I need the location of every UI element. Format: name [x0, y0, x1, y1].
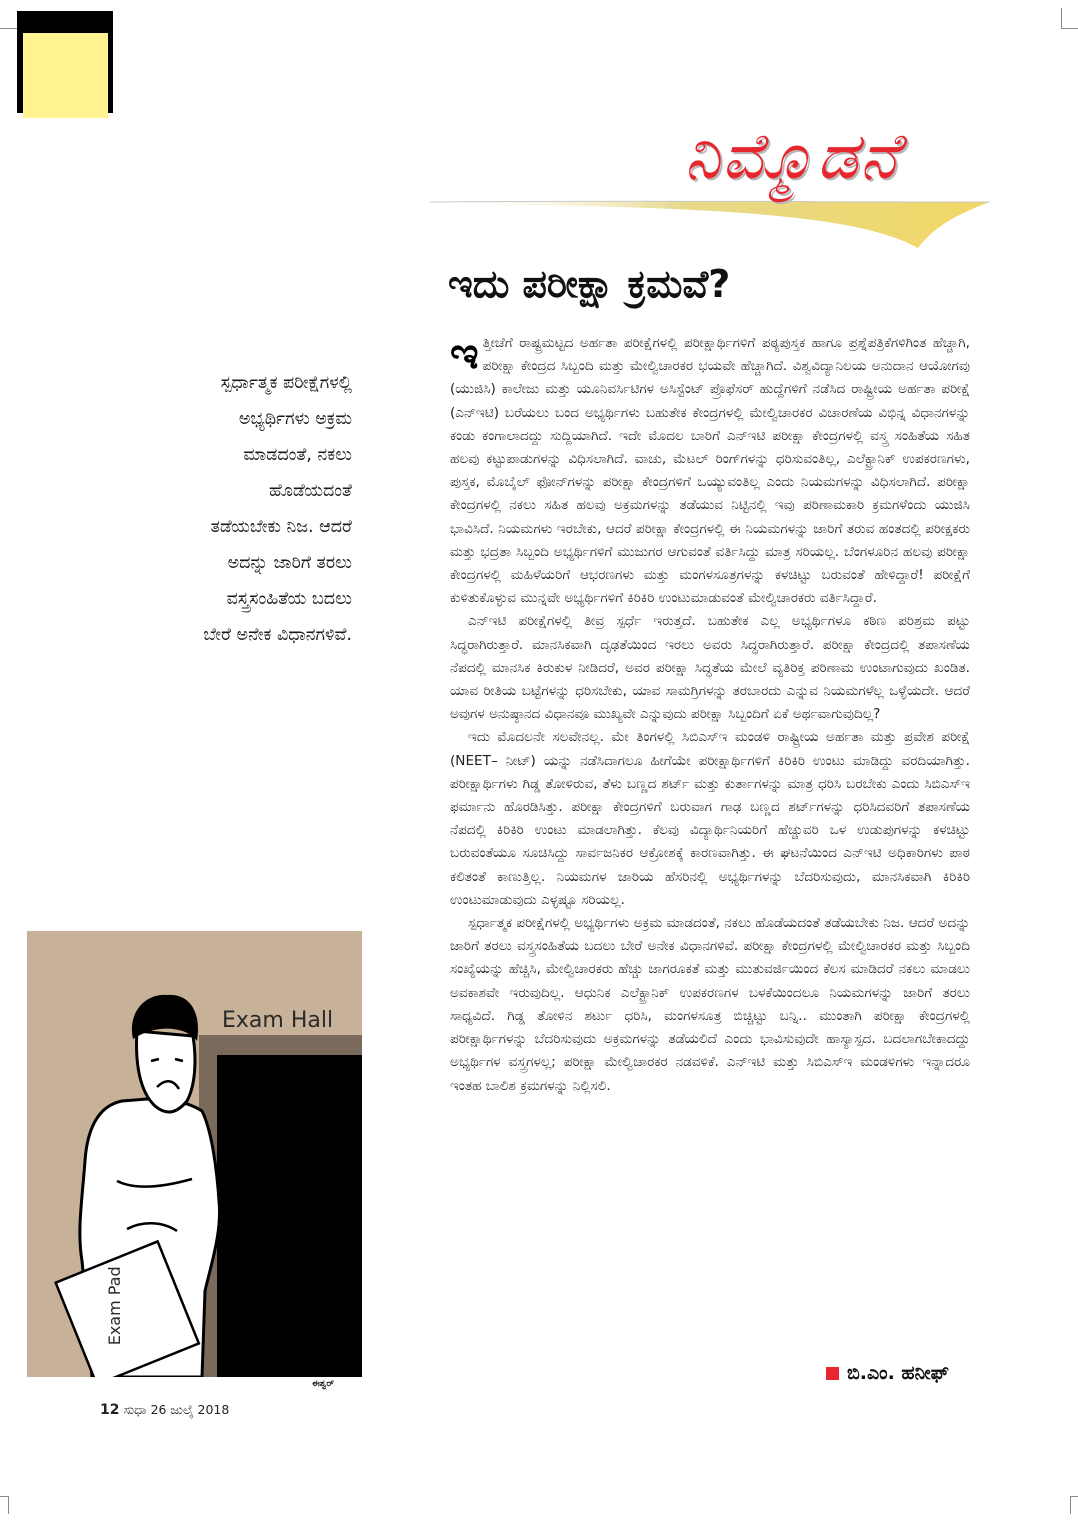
pull-quote-line: ಬೇರೆ ಅನೇಕ ವಿಧಾನಗಳಿವೆ. [203, 625, 352, 645]
issue-date: 26 ಜುಲೈ [150, 1402, 194, 1417]
cartoon-drawing [27, 931, 362, 1377]
crop-mark-top-right-v [1061, 8, 1062, 28]
issue-year: 2018 [197, 1402, 230, 1417]
article-body [450, 328, 970, 1098]
pull-quote-line: ವಸ್ತ್ರಸಂಹಿತೆಯ ಬದಲು [226, 589, 352, 609]
article-headline: ಇದು ಪರೀಕ್ಷಾ ಕ್ರಮವೆ? [448, 262, 731, 306]
section-masthead [430, 120, 990, 250]
door [217, 1055, 362, 1377]
article-paragraph: ಎನ್‌ಇಟಿ ಪರೀಕ್ಷೆಗಳಲ್ಲಿ ತೀವ್ರ ಸ್ಪರ್ಧೆ ಇರುತ್ತದೆ. ಬಹುತೇಕ ಎಲ್ಲ ಅಭ್ಯರ್ಥಿಗಳೂ ಕಠಿಣ ಪರಿಶ್ರಮ ಪಟ್ಟು ಸಿದ್ಧರಾಗಿರುತ್ತಾರೆ. ಮಾನಸಿಕವಾಗಿ ದೃಢತೆಯಿಂದ ಇರಲು ಅವರು ಸಿದ್ಧರಾಗಿರುತ್ತಾರೆ. ಪರೀಕ್ಷಾ ಕೇಂದ್ರದಲ್ಲಿ ತಪಾಸಣೆಯ ನೆಪದಲ್ಲಿ ಮಾನಸಿಕ ಕಿರುಕುಳ ನೀಡಿದರೆ, ಅವರ ಪರೀಕ್ಷಾ ಸಿದ್ಧತೆಯ ಮೇಲೆ ವ್ಯತಿರಿಕ್ತ ಪರಿಣಾಮ ಉಂಟಾಗುವುದು ಖಂಡಿತ. ಯಾವ ರೀತಿಯ ಬಟ್ಟೆಗಳನ್ನು ಧರಿಸಬೇಕು, ಯಾವ ಸಾಮಗ್ರಿಗಳನ್ನು ತರಬಾರದು ಎನ್ನುವ ನಿಯಮಗಳೆಲ್ಲ ಒಳ್ಳೆಯದೇ. ಆದರೆ ಅವುಗಳ ಅನುಷ್ಠಾನದ ವಿಧಾನವೂ ಮುಖ್ಯವೇ ಎನ್ನುವುದು ಪರೀಕ್ಷಾ ಸಿಬ್ಬಂದಿಗೆ ಏಕೆ ಅರ್ಥವಾಗುವುದಿಲ್ಲ? [450, 613, 970, 723]
pull-quote-line: ಮಾಡದಂತೆ, ನಕಲು [243, 445, 352, 465]
cartoonist-signature: ಈಶ್ವರ್ [312, 1379, 335, 1389]
article-paragraph: ಸ್ಪರ್ಧಾತ್ಮಕ ಪರೀಕ್ಷೆಗಳಲ್ಲಿ ಅಭ್ಯರ್ಥಿಗಳು ಅಕ್ರಮ ಮಾಡದಂತೆ, ನಕಲು ಹೊಡೆಯದಂತೆ ತಡೆಯಬೇಕು ನಿಜ. ಆದರೆ ಅದನ್ನು ಜಾರಿಗೆ ತರಲು ವಸ್ತ್ರಸಂಹಿತೆಯ ಬದಲು ಬೇರೆ ಅನೇಕ ವಿಧಾನಗಳಿವೆ. ಪರೀಕ್ಷಾ ಕೇಂದ್ರಗಳಲ್ಲಿ ಮೇಲ್ವಿಚಾರಕರ ಮತ್ತು ಸಿಬ್ಬಂದಿ ಸಂಖ್ಯೆಯನ್ನು ಹೆಚ್ಚಿಸಿ, ಮೇಲ್ವಿಚಾರಕರು ಹೆಚ್ಚು ಜಾಗರೂಕತೆ ಮತ್ತು ಮುತುವರ್ಜಿಯಿಂದ ಕೆಲಸ ಮಾಡಿದರೆ ನಕಲು ಮಾಡಲು ಅವಕಾಶವೇ ಇರುವುದಿಲ್ಲ. ಆಧುನಿಕ ಎಲೆಕ್ಟ್ರಾನಿಕ್ ಉಪಕರಣಗಳ ಬಳಕೆಯಿಂದಲೂ ನಿಯಮಗಳನ್ನು ಜಾರಿಗೆ ತರಲು ಸಾಧ್ಯವಿದೆ. ಗಿಡ್ಡ ತೋಳಿನ ಶರ್ಟು ಧರಿಸಿ, ಮಂಗಳಸೂತ್ರ ಬಿಚ್ಚಿಟ್ಟು ಬನ್ನಿ.. ಮುಂತಾಗಿ ಪರೀಕ್ಷಾ ಕೇಂದ್ರಗಳಲ್ಲಿ ಪರೀಕ್ಷಾರ್ಥಿಗಳನ್ನು ಬೆದರಿಸುವುದು ಅಕ್ರಮಗಳನ್ನು ತಡೆಯಲಿದೆ ಎಂದು ಭಾವಿಸುವುದೇ ಹಾಸ್ಯಾಸ್ಪದ. ಬದಲಾಗಬೇಕಾದದ್ದು ಅಭ್ಯರ್ಥಿಗಳ ವಸ್ತ್ರಗಳಲ್ಲ; ಪರೀಕ್ಷಾ ಮೇಲ್ವಿಚಾರಕರ ನಡವಳಿಕೆ. ಎನ್‌ಇಟಿ ಮತ್ತು ಸಿಬಿಎಸ್‌ಇ ಮಂಡಳಿಗಳು ಇನ್ನಾದರೂ ಇಂತಹ ಬಾಲಿಶ ಕ್ರಮಗಳನ್ನು ನಿಲ್ಲಿಸಲಿ. [450, 915, 970, 1094]
author-name: ಬಿ.ಎಂ. ಹನೀಫ್ [847, 1362, 949, 1384]
pull-quote-line: ಅದನ್ನು ಜಾರಿಗೆ ತರಲು [227, 553, 352, 573]
red-square-bullet-icon [826, 1367, 839, 1380]
masthead-title: ನಿಮ್ಮೊಡನೆ [684, 120, 900, 194]
pull-quote-line: ತಡೆಯಬೇಕು ನಿಜ. ಆದರೆ [210, 517, 352, 537]
cartoon-illustration [27, 931, 362, 1377]
section-tab [23, 33, 108, 118]
drop-cap: ಇ [450, 328, 479, 379]
magazine-name: ಸುಧಾ [123, 1402, 147, 1417]
page-footer [100, 1402, 229, 1418]
crop-mark-bottom-left-v [8, 1496, 9, 1514]
crop-mark-top-right-h [1061, 28, 1078, 29]
pull-quote-line: ಸ್ಪರ್ಧಾತ್ಮಕ ಪರೀಕ್ಷೆಗಳಲ್ಲಿ [220, 373, 352, 393]
pull-quote-line: ಹೊಡೆಯದಂತೆ [268, 481, 352, 501]
paragraph-text: ತ್ತೀಚೆಗೆ ರಾಷ್ಟ್ರಮಟ್ಟದ ಅರ್ಹತಾ ಪರೀಕ್ಷೆಗಳಲ್ಲಿ ಪರೀಕ್ಷಾರ್ಥಿಗಳಿಗೆ ಪಠ್ಯಪುಸ್ತಕ ಹಾಗೂ ಪ್ರಶ್ನೆಪತ್ರಿಕೆಗಳಿಗಿಂತ ಹೆಚ್ಚಾಗಿ, ಪರೀಕ್ಷಾ ಕೇಂದ್ರದ ಸಿಬ್ಬಂದಿ ಮತ್ತು ಮೇಲ್ವಿಚಾರಕರ ಭಯವೇ ಹೆಚ್ಚಾಗಿದೆ. ವಿಶ್ವವಿದ್ಯಾನಿಲಯ ಅನುದಾನ ಆಯೋಗವು (ಯುಜಿಸಿ) ಕಾಲೇಜು ಮತ್ತು ಯೂನಿವರ್ಸಿಟಿಗಳ ಅಸಿಸ್ಟೆಂಟ್ ಪ್ರೊಫೆಸರ್ ಹುದ್ದೆಗಳಿಗೆ ನಡೆಸಿದ ರಾಷ್ಟ್ರೀಯ ಅರ್ಹತಾ ಪರೀಕ್ಷೆ (ಎನ್‌ಇಟಿ) ಬರೆಯಲು ಬಂದ ಅಭ್ಯರ್ಥಿಗಳು ಬಹುತೇಕ ಕೇಂದ್ರಗಳಲ್ಲಿ ಮೇಲ್ವಿಚಾರಕರ ವಿಚಾರಣೆಯ ವಿಭಿನ್ನ ವಿಧಾನಗಳನ್ನು ಕಂಡು ಕಂಗಾಲಾದದ್ದು ಸುದ್ದಿಯಾಗಿದೆ. ಇದೇ ಮೊದಲ ಬಾರಿಗೆ ಎನ್‌ಇಟಿ ಪರೀಕ್ಷಾ ಕೇಂದ್ರಗಳಲ್ಲಿ ವಸ್ತ್ರ ಸಂಹಿತೆಯ ಸಹಿತ ಹಲವು ಕಟ್ಟುಪಾಡುಗಳನ್ನು ವಿಧಿಸಲಾಗಿದೆ. ವಾಚು, ಮೆಟಲ್ ರಿಂಗ್‌ಗಳನ್ನು ಧರಿಸುವಂತಿಲ್ಲ, ಎಲೆಕ್ಟ್ರಾನಿಕ್ ಉಪಕರಣಗಳು, ಪುಸ್ತಕ, ಮೊಬೈಲ್ ಫೋನ್‌ಗಳನ್ನು ಪರೀಕ್ಷಾ ಕೇಂದ್ರಗಳಿಗೆ ಒಯ್ಯುವಂತಿಲ್ಲ ಎಂದು ನಿಯಮಗಳನ್ನು ವಿಧಿಸಲಾಗಿದೆ. ಪರೀಕ್ಷಾ ಕೇಂದ್ರಗಳಲ್ಲಿ ನಕಲು ಸಹಿತ ಹಲವು ಅಕ್ರಮಗಳನ್ನು ತಡೆಯುವ ನಿಟ್ಟಿನಲ್ಲಿ ಇವು ಪರಿಣಾಮಕಾರಿ ಕ್ರಮಗಳೆಂದು ಯುಜಿಸಿ ಭಾವಿಸಿದೆ. ನಿಯಮಗಳು ಇರಬೇಕು, ಆದರೆ ಪರೀಕ್ಷಾ ಕೇಂದ್ರಗಳಲ್ಲಿ ಈ ನಿಯಮಗಳನ್ನು ಜಾರಿಗೆ ತರುವ ಹಂತದಲ್ಲಿ ಪರೀಕ್ಷಕರು ಮತ್ತು ಭದ್ರತಾ ಸಿಬ್ಬಂದಿ ಅಭ್ಯರ್ಥಿಗಳಿಗೆ ಮುಜುಗರ ಆಗುವಂತೆ ವರ್ತಿಸಿದ್ದು ಮಾತ್ರ ಸರಿಯಲ್ಲ. ಬೆಂಗಳೂರಿನ ಹಲವು ಪರೀಕ್ಷಾ ಕೇಂದ್ರಗಳಲ್ಲಿ ಮಹಿಳೆಯರಿಗೆ ಆಭರಣಗಳು ಮತ್ತು ಮಂಗಳಸೂತ್ರಗಳನ್ನು ಕಳಚಿಟ್ಟು ಬರುವಂತೆ ಹೇಳಿದ್ದಾರೆ! ಪರೀಕ್ಷೆಗೆ ಕುಳಿತುಕೊಳ್ಳುವ ಮುನ್ನವೇ ಅಭ್ಯರ್ಥಿಗಳಿಗೆ ಕಿರಿಕಿರಿ ಉಂಟುಮಾಡುವಂತೆ ಮೇಲ್ವಿಚಾರಕರು ವರ್ತಿಸಿದ್ದಾರೆ. [450, 335, 970, 607]
pull-quote-line: ಅಭ್ಯರ್ಥಿಗಳು ಅಕ್ರಮ [238, 409, 352, 429]
exam-hall-sign: Exam Hall [222, 1008, 334, 1033]
byline [826, 1362, 949, 1384]
article-paragraph [450, 328, 970, 610]
crop-mark-bottom-right-v [1070, 1496, 1071, 1514]
crop-mark-top-left-h [0, 28, 17, 29]
article-paragraph: ಇದು ಮೊದಲನೇ ಸಲವೇನಲ್ಲ. ಮೇ ತಿಂಗಳಲ್ಲಿ ಸಿಬಿಎಸ್‌ಇ ಮಂಡಳಿ ರಾಷ್ಟ್ರೀಯ ಅರ್ಹತಾ ಮತ್ತು ಪ್ರವೇಶ ಪರೀಕ್ಷೆ (NEET– ನೀಟ್) ಯನ್ನು ನಡೆಸಿದಾಗಲೂ ಹೀಗೆಯೇ ಪರೀಕ್ಷಾರ್ಥಿಗಳಿಗೆ ಕಿರಿಕಿರಿ ಉಂಟು ಮಾಡಿದ್ದು ವರದಿಯಾಗಿತ್ತು. ಪರೀಕ್ಷಾರ್ಥಿಗಳು ಗಿಡ್ಡ ತೋಳಿರುವ, ತೆಳು ಬಣ್ಣದ ಶರ್ಟ್ ಮತ್ತು ಕುರ್ತಾಗಳನ್ನು ಮಾತ್ರ ಧರಿಸಿ ಬರಬೇಕು ಎಂದು ಸಿಬಿಎಸ್‌ಇ ಫರ್ಮಾನು ಹೊರಡಿಸಿತ್ತು. ಪರೀಕ್ಷಾ ಕೇಂದ್ರಗಳಿಗೆ ಬರುವಾಗ ಗಾಢ ಬಣ್ಣದ ಶರ್ಟ್‌ಗಳನ್ನು ಧರಿಸಿದವರಿಗೆ ತಪಾಸಣೆಯ ನೆಪದಲ್ಲಿ ಕಿರಿಕಿರಿ ಉಂಟು ಮಾಡಲಾಗಿತ್ತು. ಕೆಲವು ವಿದ್ಯಾರ್ಥಿನಿಯರಿಗೆ ಹೆಚ್ಚುವರಿ ಒಳ ಉಡುಪುಗಳನ್ನು ಕಳಚಿಟ್ಟು ಬರುವಂತೆಯೂ ಸೂಚಿಸಿದ್ದು ಸಾರ್ವಜನಿಕರ ಆಕ್ರೋಶಕ್ಕೆ ಕಾರಣವಾಗಿತ್ತು. ಈ ಘಟನೆಯಿಂದ ಎನ್‌ಇಟಿ ಅಧಿಕಾರಿಗಳು ಪಾಠ ಕಲಿತಂತೆ ಕಾಣುತ್ತಿಲ್ಲ. ನಿಯಮಗಳ ಜಾರಿಯ ಹೆಸರಿನಲ್ಲಿ ಅಭ್ಯರ್ಥಿಗಳನ್ನು ಬೆದರಿಸುವುದು, ಮಾನಸಿಕವಾಗಿ ಕಿರಿಕಿರಿ ಉಂಟುಮಾಡುವುದು ಎಳ್ಳಷ್ಟೂ ಸರಿಯಲ್ಲ. [450, 729, 970, 908]
exam-pad-label: Exam Pad [105, 1266, 125, 1346]
crop-mark-bottom-right-h [1070, 1496, 1078, 1497]
pull-quote [120, 365, 352, 653]
crop-mark-bottom-left-h [0, 1496, 8, 1497]
page-number: 12 [100, 1402, 120, 1418]
